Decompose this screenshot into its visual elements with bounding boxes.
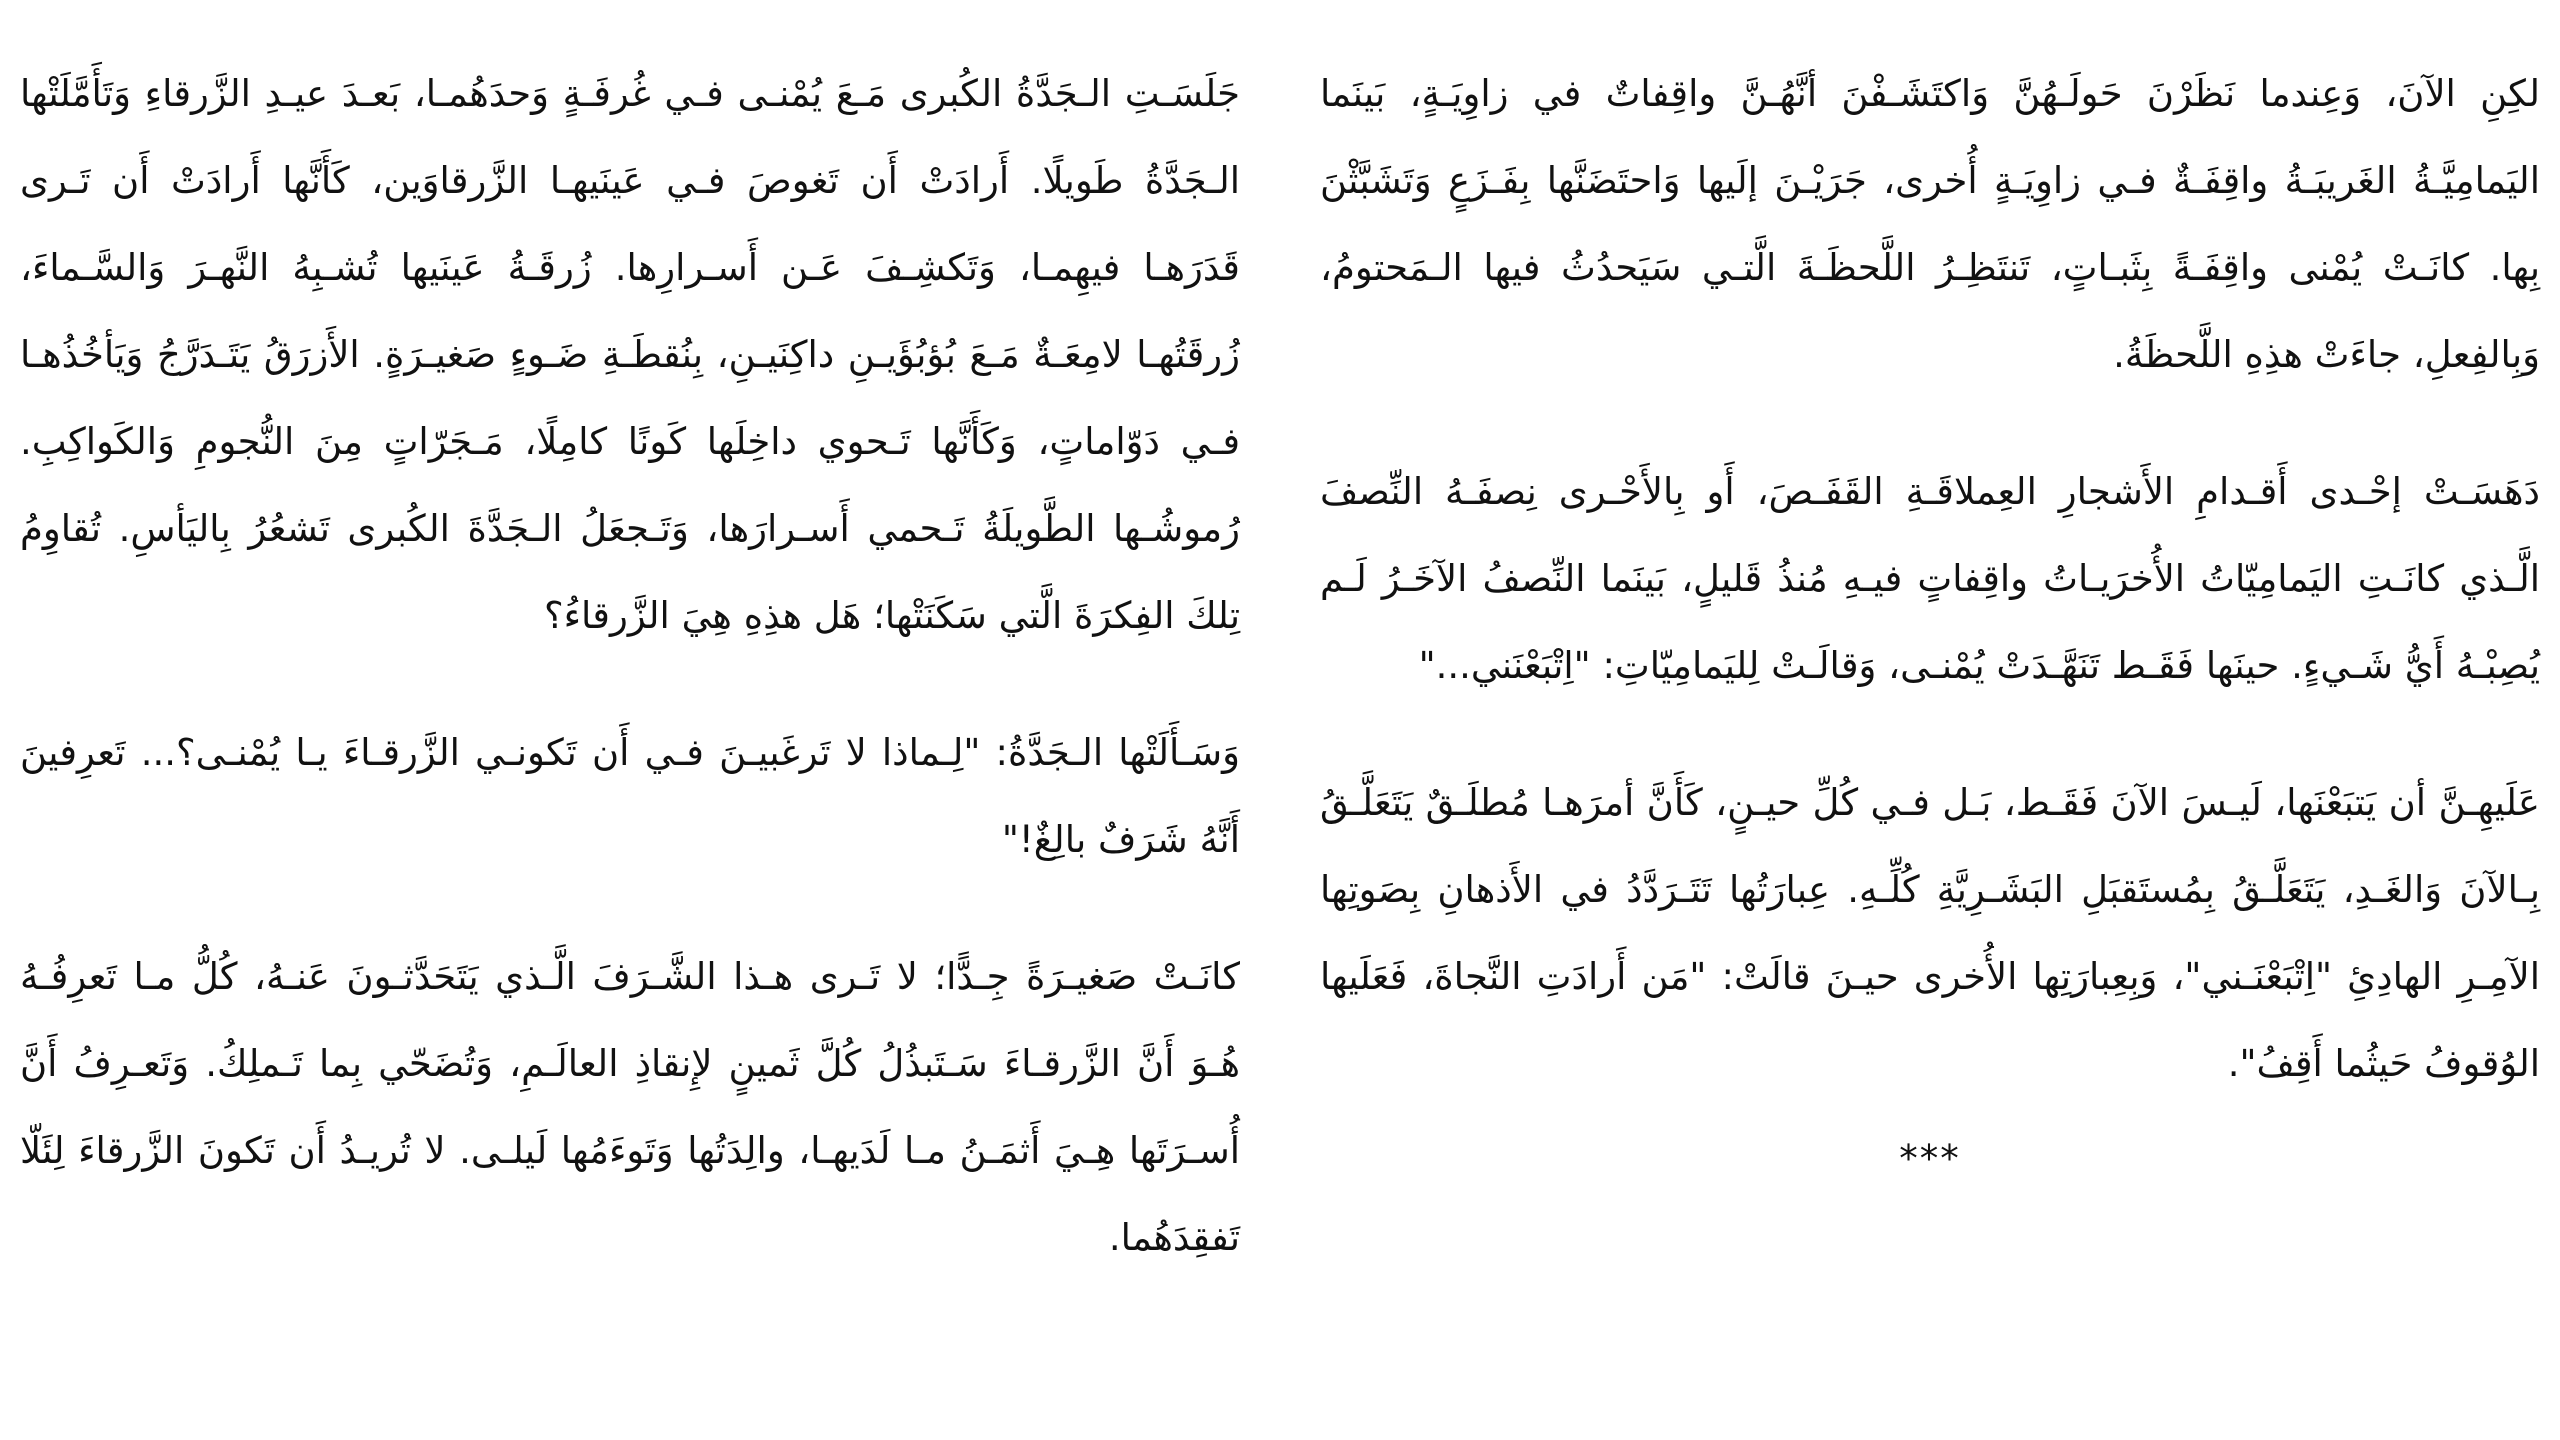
left-page-column	[20, 50, 1240, 1331]
paragraph-2: دَهَسَـتْ إحْـدى أَقـدامِ الأَشجارِ العِملاقَـةِ القَفَـصَ، أَو بِالأَحْـرى نِصفَـهُ النِّصفَ الَّـذي كانَـتِ اليَمامِيّاتُ الأُخرَيـاتُ واقِفاتٍ فيـهِ مُنذُ قَليلٍ، بَينَما النِّصفُ الآخَـرُ لَـم يُصِبْـهُ أَيُّ شَـيءٍ. حينَها فَقَـط تَنَهَّـدَتْ يُمْنـى، وَقالَـتْ لِليَمامِيّاتِ: "اِتْبَعْنَني..."	[1320, 470, 2540, 687]
section-separator: ***	[1899, 1137, 1961, 1180]
paragraph-1: لكِنِ الآنَ، وَعِندما نَظَرْنَ حَولَـهُنَّ وَاكتَشَـفْنَ أنَّهُـنَّ واقِفاتٌ في زاوِيَـةٍ، بَينَما اليَمامِيَّـةُ الغَريبَـةُ واقِفَـةٌ فـي زاوِيَـةٍ أُخرى، جَرَيْـنَ إلَيها وَاحتَضَنَّها بِفَـزَعٍ وَتَشَبَّثْنَ بِها. كانَـتْ يُمْنى واقِفَـةً بِثَبـاتٍ، تَنتَظِـرُ اللَّحظَـةَ الَّتـي سَيَحدُثُ فيها الـمَحتومُ، وَبِالفِعلِ، جاءَتْ هذِهِ اللَّحظَةُ.	[1320, 72, 2540, 376]
paragraph-1: جَلَسَـتِ الـجَدَّةُ الكُبرى مَـعَ يُمْنـى فـي غُرفَـةٍ وَحدَهُمـا، بَعـدَ عيـدِ الزَّرقاءِ وَتَأَمَّلَتْها الـجَدَّةُ طَويلًا. أَرادَتْ أَن تَغوصَ فـي عَينَيهـا الزَّرقاوَين، كَأَنَّها أَرادَتْ أَن تَـرى قَدَرَهـا فيهِمـا، وَتَكشِـفَ عَـن أَسـرارِها. زُرقَـةُ عَينَيها تُشـبِهُ النَّهـرَ وَالسَّـماءَ، زُرقَتُهـا لامِعَـةٌ مَـعَ بُؤبُؤَيـنِ داكِنَيـنِ، بِنُقطَـةِ ضَـوءٍ صَغيـرَةٍ. الأَزرَقُ يَتَـدَرَّجُ وَيَأخُذُهـا فـي دَوّاماتٍ، وَكَأَنَّها تَـحوي داخِلَها كَونًا كامِلًا، مَـجَرّاتٍ مِنَ النُّجومِ وَالكَواكِبِ. رُموشُـها الطَّويلَةُ تَـحمي أَسـرارَها، وَتَـجعَلُ الـجَدَّةَ الكُبرى تَشعُرُ بِاليَأسِ. تُقاوِمُ تِلكَ الفِكرَةَ الَّتي سَكَنَتْها؛ هَل هذِهِ هِيَ الزَّرقاءُ؟	[20, 72, 1240, 637]
paragraph-2: وَسَـأَلَتْها الـجَدَّةُ: "لِـماذا لا تَرغَبيـنَ فـي أَن تَكونـي الزَّرقـاءَ يـا يُمْنـى؟... تَعرِفينَ أَنَّهُ شَرَفٌ بالِغٌ!"	[20, 731, 1240, 861]
right-page-column	[1320, 50, 2540, 1252]
paragraph-3: كانَـتْ صَغيـرَةً جِـدًّا؛ لا تَـرى هـذا الشَّـرَفَ الَّـذي يَتَحَدَّثـونَ عَنـهُ، كُلُّ مـا تَعرِفُـهُ هُـوَ أَنَّ الزَّرقـاءَ سَـتَبذُلُ كُلَّ ثَمينٍ لإِنقاذِ العالَـمِ، وَتُضَحّي بِما تَـملِكُ. وَتَعـرِفُ أَنَّ أُسـرَتَها هِـيَ أَثمَـنُ مـا لَدَيهـا، والِدَتُها وَتَوءَمُها لَيلـى. لا تُريـدُ أَن تَكونَ الزَّرقاءَ لِئَلّا تَفقِدَهُما.	[20, 955, 1240, 1259]
paragraph-3: عَلَيهِـنَّ أن يَتبَعْنَها، لَيـسَ الآنَ فَقَـط، بَـل فـي كُلِّ حيـنٍ، كَأَنَّ أمرَهـا مُطلَـقٌ يَتَعَلَّـقُ بِـالآنَ وَالغَـدِ، يَتَعَلَّـقُ بِمُستَقبَلِ البَشَـرِيَّةِ كُلِّـهِ. عِبارَتُها تَتَـرَدَّدُ في الأَذهانِ بِصَوتِها الآمِـرِ الهادِئِ "اِتْبَعْنَـني"، وَبِعِبارَتِها الأُخرى حيـنَ قالَتْ: "مَن أَرادَتِ النَّجاةَ، فَعَلَيها الوُقوفُ حَيثُما أَقِفُ".	[1320, 781, 2540, 1085]
